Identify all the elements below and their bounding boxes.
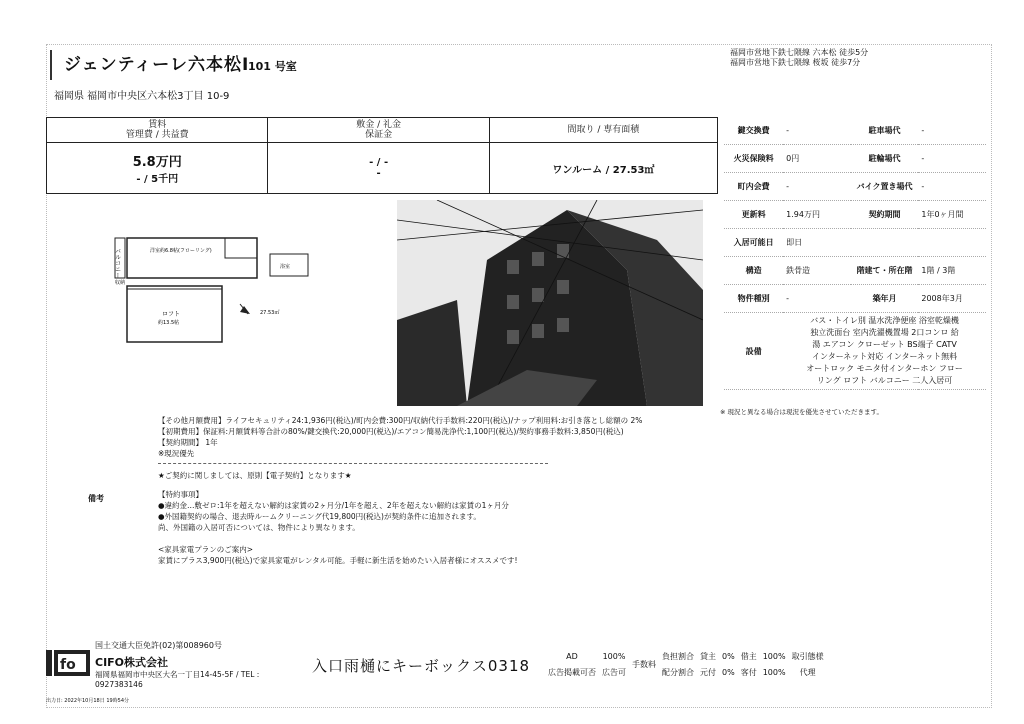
remark-line: 【契約期間】 1年 xyxy=(158,438,218,447)
origin-label: 元付 xyxy=(700,667,716,677)
detail-v2: 1年0ヶ月間 xyxy=(918,201,986,229)
detail-l1: 入居可能日 xyxy=(724,229,783,257)
facilities-row xyxy=(724,313,986,390)
company-logo xyxy=(46,648,90,678)
facility-line: 湯 エアコン クローゼット BS端子 CATV xyxy=(812,340,957,349)
debtor-label: 借主 xyxy=(740,651,757,661)
mgmt-fee-value: - / 5千円 xyxy=(136,174,179,185)
divider xyxy=(158,463,548,464)
detail-row xyxy=(724,285,986,313)
building-photo xyxy=(397,200,703,406)
deposit-header: 敷金 / 礼金 保証金 xyxy=(268,118,489,143)
origin-value: 0% xyxy=(722,667,735,677)
detail-l2 xyxy=(851,229,919,257)
company-address: 福岡県福岡市中央区大名一丁目14-45-5F / TEL : 0927383146 xyxy=(95,670,260,689)
ad-value: 100% xyxy=(602,651,626,661)
station-list xyxy=(730,48,868,68)
client-value: 100% xyxy=(762,667,786,677)
rent-header: 賃料 管理費 / 共益費 xyxy=(47,118,268,143)
detail-l2: 駐車場代 xyxy=(851,117,919,145)
facility-line: バス・トイレ別 温水洗浄便座 浴室乾燥機 xyxy=(810,316,959,325)
north-arrow xyxy=(240,306,250,314)
remark-line: ※現況優先 xyxy=(158,449,195,458)
key-box-info: 入口雨樋にキーボックス0318 xyxy=(312,657,531,675)
kitchen-area xyxy=(225,238,257,258)
property-name: ジェンティーレ六本松Ⅰ xyxy=(64,55,250,75)
detail-v2: - xyxy=(918,145,986,173)
ad-posting-value: 広告可 xyxy=(602,667,626,677)
detail-l1: 物件種別 xyxy=(724,285,783,313)
debtor-value: 100% xyxy=(762,651,786,661)
special-line: ●違約金…敷ゼロ:1年を超えない解約は家賃の2ヶ月分/1年を超え、2年を超えない解約は家賃の1ヶ月分 xyxy=(158,501,509,510)
printed-date: 出力日: 2022年10月18日 19時54分 xyxy=(46,698,130,704)
details-table xyxy=(724,117,986,390)
detail-v1: - xyxy=(783,173,851,201)
deposit-cell xyxy=(268,143,489,194)
detail-l1: 鍵交換費 xyxy=(724,117,783,145)
detail-l1: 構造 xyxy=(724,257,783,285)
guarantee-value: - xyxy=(376,168,381,179)
special-line: 尚、外国籍の入居可否については、物件により異なります。 xyxy=(158,523,360,532)
company-name: CIFO株式会社 xyxy=(95,656,169,669)
detail-l1: 町内会費 xyxy=(724,173,783,201)
detail-v2: - xyxy=(918,173,986,201)
floor-plan xyxy=(110,234,310,344)
special-line: ●外国籍契約の場合、退去時ルームクリーニング代19,800円(税込)が契約条件に追加されます。 xyxy=(158,512,481,521)
detail-v1: - xyxy=(783,285,851,313)
detail-v2: 1階 / 3階 xyxy=(918,257,986,285)
deal-value: 代理 xyxy=(799,667,816,677)
facility-line: オートロック モニタ付インターホン フロー xyxy=(806,364,963,373)
loft-label: ロフト xyxy=(162,311,181,318)
detail-l1: 火災保険料 xyxy=(724,145,783,173)
detail-row xyxy=(724,257,986,285)
detail-v2: - xyxy=(918,117,986,145)
property-address: 福岡県 福岡市中央区六本松3丁目 10-9 xyxy=(54,91,230,102)
facilities-label: 設備 xyxy=(724,313,783,390)
lender-value: 0% xyxy=(722,651,735,661)
balcony-label: バルコニー xyxy=(113,248,121,278)
facilities-list xyxy=(783,313,986,390)
facility-line: リング ロフト バルコニー 二人入居可 xyxy=(816,376,953,385)
remark-line: 【初期費用】保証料:月額賃料等合計の80%/鍵交換代:20,000円(税込)/エアコン簡易洗浄代:1,100円(税込)/契約事務手数料:3,850円(税込) xyxy=(158,427,624,436)
detail-row xyxy=(724,145,986,173)
detail-v1: 即日 xyxy=(783,229,851,257)
remark-line: 【その他月額費用】ライフセキュリティ24:1,936円(税込)/町内会費:300円/収納代行手数料:220円(税込)/ナップ利用料:お引き落とし総額の 2% xyxy=(158,416,643,425)
special-line: 家賃にプラス3,900円(税込)で家具家電がレンタル可能。手軽に新生活を始めたい入居者様にオススメです! xyxy=(158,556,518,565)
detail-v1: - xyxy=(783,117,851,145)
room-label: 洋室約6.8帖(フローリング) xyxy=(150,248,212,254)
detail-v2: 2008年3月 xyxy=(918,285,986,313)
detail-row xyxy=(724,201,986,229)
room-number: 101 号室 xyxy=(248,60,297,73)
facility-line: 独立洗面台 室内洗濯機置場 2口コンロ 給 xyxy=(810,328,959,337)
detail-v2 xyxy=(918,229,986,257)
layout-header: 間取り / 専有面積 xyxy=(489,118,717,143)
detail-l2: 駐輪場代 xyxy=(851,145,919,173)
detail-row xyxy=(724,173,986,201)
station-2: 福岡市営地下鉄七隈線 桜坂 徒歩7分 xyxy=(730,58,861,67)
area-label: 27.53㎡ xyxy=(260,310,280,316)
allot-label: 配分割合 xyxy=(662,667,694,677)
contract-note: ★ご契約に関しましては、原則【電子契約】となります★ xyxy=(158,471,352,480)
lender-label: 貸主 xyxy=(700,651,716,661)
deal-label: 取引態様 xyxy=(791,651,824,661)
svg-text:fo: fo xyxy=(60,657,76,673)
rent-cell xyxy=(47,143,268,194)
detail-l2: バイク置き場代 xyxy=(851,173,919,201)
detail-v1: 0円 xyxy=(783,145,851,173)
rent-value: 5.8万円 xyxy=(132,155,182,170)
fee-label: 手数料 xyxy=(632,659,656,669)
loft-size: 約13.5帖 xyxy=(158,320,180,326)
burden-label: 負担割合 xyxy=(662,651,694,661)
detail-v1: 鉄骨造 xyxy=(783,257,851,285)
detail-l2: 契約期間 xyxy=(851,201,919,229)
detail-l2: 階建て・所在階 xyxy=(851,257,919,285)
layout-cell xyxy=(489,143,717,194)
fee-table xyxy=(545,648,827,680)
station-1: 福岡市営地下鉄七隈線 六本松 徒歩5分 xyxy=(730,48,869,57)
ad-posting-label: 広告掲載可否 xyxy=(548,667,596,677)
detail-row xyxy=(724,117,986,145)
detail-l2: 築年月 xyxy=(851,285,919,313)
special-line: 【特約事項】 xyxy=(158,490,203,499)
layout-value: ワンルーム / 27.53㎡ xyxy=(552,164,655,176)
client-label: 客付 xyxy=(740,667,757,677)
remarks-label: 備考 xyxy=(88,494,104,503)
ad-label: AD xyxy=(566,651,578,661)
remarks-block xyxy=(158,415,718,566)
detail-v1: 1.94万円 xyxy=(783,201,851,229)
detail-l1: 更新料 xyxy=(724,201,783,229)
license-number: 国土交通大臣免許(02)第008960号 xyxy=(95,641,222,650)
storage-label: 収納 xyxy=(115,280,126,286)
special-line: <家具家電プランのご案内> xyxy=(158,545,254,554)
bath-label: 浴室 xyxy=(280,264,291,270)
main-price-table xyxy=(46,117,718,194)
detail-row xyxy=(724,229,986,257)
title-bar xyxy=(50,50,52,80)
special-line-blank xyxy=(158,533,718,544)
facility-line: インターネット対応 インターネット無料 xyxy=(812,352,958,361)
current-status-note: ※ 現況と異なる場合は現況を優先させていただきます。 xyxy=(720,408,883,416)
deposit-value: - / - xyxy=(369,157,389,168)
